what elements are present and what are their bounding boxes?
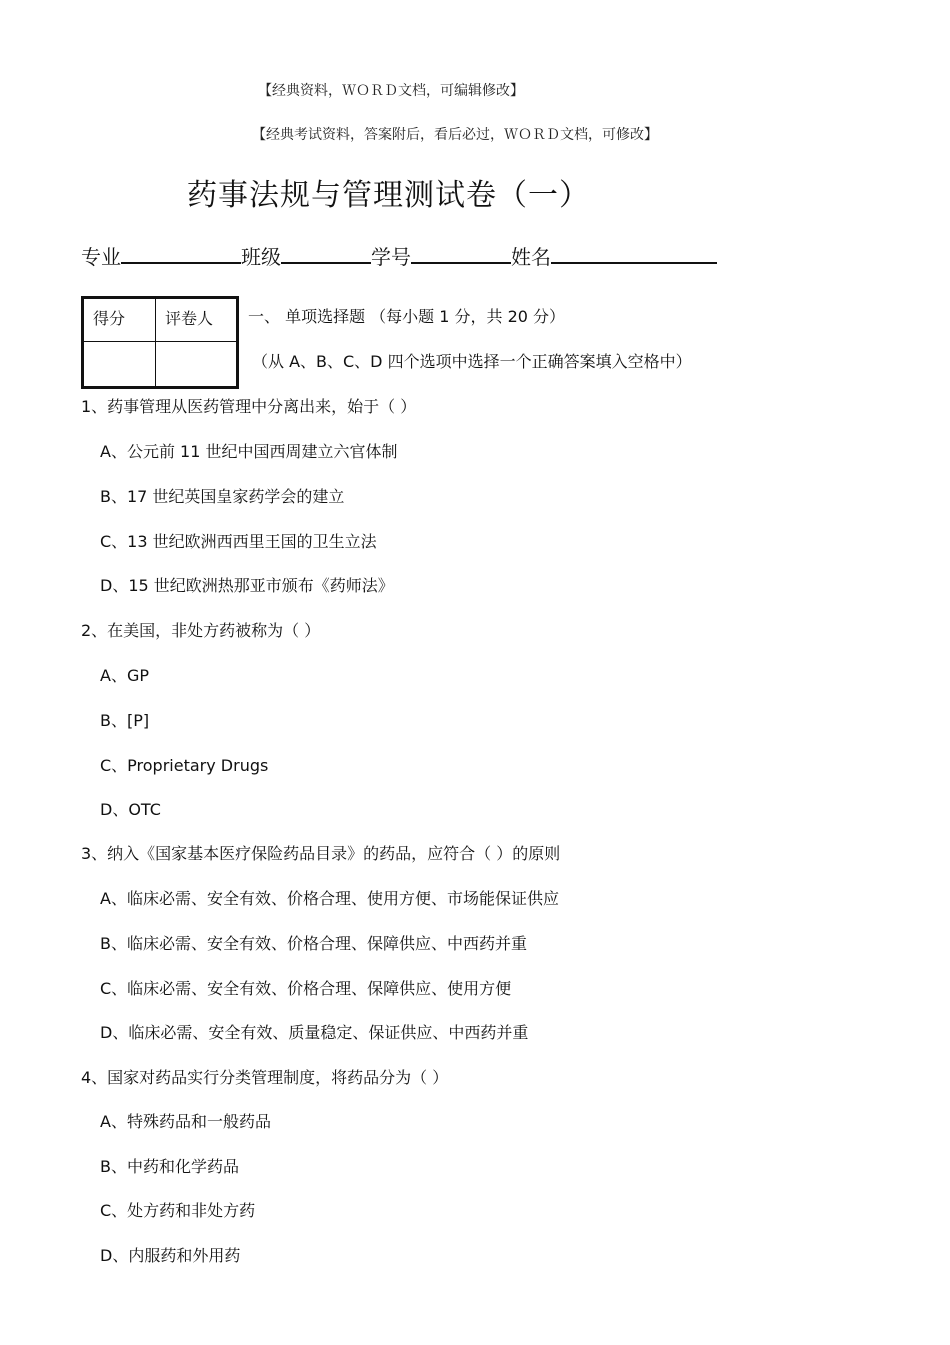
question-4-option-c: C、处方药和非处方药: [100, 1201, 256, 1220]
table-divider: [155, 299, 156, 386]
question-2-option-d: D、OTC: [100, 800, 161, 819]
question-3-option-b: B、临床必需、安全有效、价格合理、保障供应、中西药并重: [100, 934, 527, 953]
question-3-option-a: A、临床必需、安全有效、价格合理、使用方便、市场能保证供应: [100, 889, 559, 908]
question-2-stem: 2、在美国，非处方药被称为（ ）: [81, 621, 321, 640]
name-label: 姓名: [511, 245, 551, 269]
question-3-option-c: C、临床必需、安全有效、价格合理、保障供应、使用方便: [100, 979, 512, 998]
question-3-option-d: D、临床必需、安全有效、质量稳定、保证供应、中西药并重: [100, 1023, 529, 1042]
question-1-option-c: C、13 世纪欧洲西西里王国的卫生立法: [100, 532, 377, 551]
student-id-blank[interactable]: [411, 242, 511, 264]
question-4-option-b: B、中药和化学药品: [100, 1157, 239, 1176]
major-label: 专业: [81, 245, 121, 269]
class-blank[interactable]: [281, 242, 371, 264]
question-1-option-d: D、15 世纪欧洲热那亚市颁布《药师法》: [100, 576, 394, 595]
student-info-fields: [81, 241, 717, 270]
question-2-option-c: C、Proprietary Drugs: [100, 756, 269, 775]
section-instruction: （从 A、B、C、D 四个选项中选择一个正确答案填入空格中）: [252, 352, 692, 371]
class-label: 班级: [241, 245, 281, 269]
grader-header: 评卷人: [165, 309, 214, 328]
name-blank[interactable]: [551, 242, 717, 264]
question-4-stem: 4、国家对药品实行分类管理制度，将药品分为（ ）: [81, 1068, 449, 1087]
major-blank[interactable]: [121, 242, 241, 264]
score-table: [81, 296, 239, 389]
table-divider: [84, 341, 236, 342]
question-1-option-b: B、17 世纪英国皇家药学会的建立: [100, 487, 345, 506]
question-4-option-a: A、特殊药品和一般药品: [100, 1112, 271, 1131]
question-2-option-a: A、GP: [100, 666, 149, 685]
student-id-label: 学号: [371, 245, 411, 269]
banner-exam: 【经典考试资料，答案附后，看后必过，ＷＯＲＤ文档，可修改】: [252, 127, 658, 143]
question-2-option-b: B、[P]: [100, 711, 150, 730]
question-4-option-d: D、内服药和外用药: [100, 1246, 241, 1265]
banner-top: 【经典资料，ＷＯＲＤ文档，可编辑修改】: [258, 83, 524, 99]
question-1-option-a: A、公元前 11 世纪中国西周建立六官体制: [100, 442, 398, 461]
question-3-stem: 3、纳入《国家基本医疗保险药品目录》的药品，应符合（ ）的原则: [81, 844, 561, 863]
exam-title: 药事法规与管理测试卷（一）: [187, 178, 590, 213]
question-1-stem: 1、药事管理从医药管理中分离出来，始于（ ）: [81, 397, 417, 416]
section-heading: 一、 单项选择题 （每小题 1 分，共 20 分）: [248, 307, 566, 326]
score-header: 得分: [93, 309, 126, 328]
